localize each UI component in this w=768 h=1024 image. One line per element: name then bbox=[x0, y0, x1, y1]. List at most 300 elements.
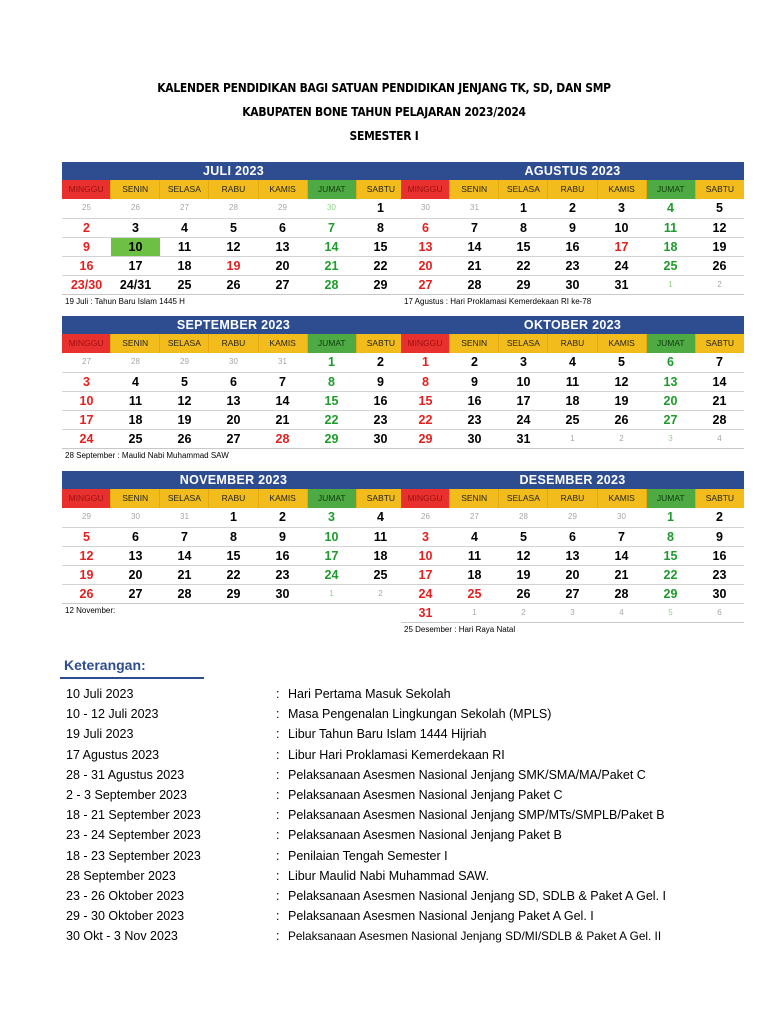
day-cell: 25 bbox=[467, 587, 482, 601]
day-cell: 21 bbox=[275, 413, 290, 427]
weekday-header-row bbox=[62, 489, 405, 508]
day-cell: 29 bbox=[568, 512, 577, 521]
weekday-jumat: JUMAT bbox=[647, 334, 696, 353]
day-cell: 25 bbox=[128, 432, 143, 446]
weekday-selasa: SELASA bbox=[499, 334, 548, 353]
day-cell: 3 bbox=[422, 530, 429, 544]
day-cell: 2 bbox=[716, 510, 723, 524]
day-cell: 7 bbox=[279, 375, 286, 389]
keterangan-separator: : bbox=[276, 828, 280, 843]
day-cell: 3 bbox=[328, 510, 335, 524]
day-cell: 16 bbox=[565, 240, 580, 254]
day-cell: 16 bbox=[373, 394, 388, 408]
day-cell: 7 bbox=[716, 355, 723, 369]
week-row bbox=[62, 584, 405, 603]
day-cell: 11 bbox=[177, 240, 192, 254]
day-cell: 21 bbox=[712, 394, 727, 408]
day-cell: 29 bbox=[82, 512, 91, 521]
week-row bbox=[62, 372, 405, 391]
month-header: OKTOBER 2023 bbox=[401, 316, 744, 334]
keterangan-separator: : bbox=[276, 747, 280, 762]
month-note: 12 November: bbox=[65, 606, 116, 615]
week-row bbox=[401, 391, 744, 410]
day-cell: 23 bbox=[712, 568, 727, 582]
day-cell: 22 bbox=[226, 568, 241, 582]
day-cell: 26 bbox=[79, 587, 94, 601]
keterangan-separator: : bbox=[276, 868, 280, 883]
day-cell: 1 bbox=[329, 589, 334, 598]
day-cell: 12 bbox=[177, 394, 192, 408]
day-cell: 31 bbox=[180, 512, 189, 521]
month-note: 28 September : Maulid Nabi Muhammad SAW bbox=[65, 451, 229, 460]
day-cell: 19 bbox=[614, 394, 629, 408]
keterangan-description: Libur Hari Proklamasi Kemerdekaan RI bbox=[288, 747, 505, 762]
day-cell: 24 bbox=[418, 587, 433, 601]
day-cell: 2 bbox=[377, 355, 384, 369]
day-cell: 5 bbox=[668, 608, 673, 617]
day-cell: 24 bbox=[79, 432, 94, 446]
day-cell: 29 bbox=[180, 357, 189, 366]
day-cell: 27 bbox=[128, 587, 143, 601]
day-cell: 7 bbox=[618, 530, 625, 544]
day-cell: 14 bbox=[177, 549, 192, 563]
keterangan-date: 10 - 12 Juli 2023 bbox=[66, 707, 159, 722]
keterangan-item bbox=[66, 866, 746, 886]
day-cell: 9 bbox=[279, 530, 286, 544]
weekday-minggu: MINGGU bbox=[401, 489, 450, 508]
keterangan-item bbox=[66, 825, 746, 845]
keterangan-item bbox=[66, 906, 746, 926]
day-cell: 8 bbox=[377, 221, 384, 235]
keterangan-description: Pelaksanaan Asesmen Nasional Jenjang Paket A Gel. I bbox=[288, 909, 594, 924]
day-cell: 28 bbox=[275, 432, 290, 446]
keterangan-list bbox=[66, 684, 746, 946]
month-desember-2023 bbox=[401, 471, 744, 637]
keterangan-underline bbox=[60, 677, 204, 679]
day-cell: 20 bbox=[663, 394, 678, 408]
keterangan-separator: : bbox=[276, 808, 280, 823]
day-cell: 9 bbox=[83, 240, 90, 254]
day-cell: 9 bbox=[569, 221, 576, 235]
day-cell: 28 bbox=[614, 587, 629, 601]
day-cell: 2 bbox=[521, 608, 526, 617]
day-cell: 14 bbox=[712, 375, 727, 389]
weekday-minggu: MINGGU bbox=[401, 334, 450, 353]
day-cell: 17 bbox=[324, 549, 339, 563]
keterangan-description: Pelaksanaan Asesmen Nasional Jenjang SD, SDLB & Paket A Gel. I bbox=[288, 888, 666, 903]
day-cell: 25 bbox=[82, 203, 91, 212]
week-row bbox=[62, 527, 405, 546]
weekday-minggu: MINGGU bbox=[62, 489, 111, 508]
week-row bbox=[62, 353, 405, 372]
keterangan-separator: : bbox=[276, 787, 280, 802]
day-cell: 8 bbox=[328, 375, 335, 389]
day-cell: 30 bbox=[275, 587, 290, 601]
weekday-jumat: JUMAT bbox=[308, 334, 357, 353]
month-days bbox=[62, 353, 405, 449]
day-cell: 27 bbox=[470, 512, 479, 521]
day-cell: 6 bbox=[717, 608, 722, 617]
day-cell: 4 bbox=[619, 608, 624, 617]
weekday-rabu: RABU bbox=[209, 334, 258, 353]
day-cell: 2 bbox=[471, 355, 478, 369]
day-cell: 1 bbox=[328, 355, 335, 369]
day-cell: 8 bbox=[422, 375, 429, 389]
weekday-rabu: RABU bbox=[548, 180, 597, 199]
day-cell: 8 bbox=[520, 221, 527, 235]
week-row bbox=[62, 218, 405, 237]
day-cell: 9 bbox=[377, 375, 384, 389]
keterangan-description: Pelaksanaan Asesmen Nasional Jenjang Paket C bbox=[288, 787, 563, 802]
day-cell: 2 bbox=[569, 201, 576, 215]
day-cell: 16 bbox=[712, 549, 727, 563]
day-cell: 2 bbox=[83, 221, 90, 235]
day-cell: 26 bbox=[516, 587, 531, 601]
weekday-selasa: SELASA bbox=[499, 180, 548, 199]
keterangan-separator: : bbox=[276, 888, 280, 903]
day-cell: 1 bbox=[570, 434, 575, 443]
keterangan-description: Pelaksanaan Asesmen Nasional Jenjang SMK/SMA/MA/Paket C bbox=[288, 767, 646, 782]
week-row bbox=[401, 410, 744, 429]
weekday-senin: SENIN bbox=[111, 489, 160, 508]
week-row bbox=[401, 584, 744, 603]
day-cell: 31 bbox=[614, 278, 629, 292]
weekday-rabu: RABU bbox=[209, 180, 258, 199]
day-cell: 20 bbox=[128, 568, 143, 582]
keterangan-date: 23 - 24 September 2023 bbox=[66, 828, 201, 843]
weekday-senin: SENIN bbox=[450, 180, 499, 199]
day-cell: 14 bbox=[275, 394, 290, 408]
weekday-sabtu: SABTU bbox=[696, 180, 744, 199]
keterangan-item bbox=[66, 704, 746, 724]
month-oktober-2023 bbox=[401, 316, 744, 463]
weekday-jumat: JUMAT bbox=[308, 489, 357, 508]
day-cell: 12 bbox=[712, 221, 727, 235]
day-cell: 22 bbox=[324, 413, 339, 427]
day-cell: 30 bbox=[373, 432, 388, 446]
keterangan-item bbox=[66, 846, 746, 866]
day-cell: 20 bbox=[275, 259, 290, 273]
day-cell: 31 bbox=[418, 606, 433, 620]
month-september-2023 bbox=[62, 316, 405, 463]
day-cell: 3 bbox=[570, 608, 575, 617]
day-cell: 26 bbox=[177, 432, 192, 446]
day-cell: 4 bbox=[717, 434, 722, 443]
day-cell: 11 bbox=[565, 375, 580, 389]
day-cell: 22 bbox=[516, 259, 531, 273]
day-cell: 18 bbox=[128, 413, 143, 427]
day-cell: 31 bbox=[470, 203, 479, 212]
day-cell: 21 bbox=[467, 259, 482, 273]
weekday-kamis: KAMIS bbox=[598, 489, 647, 508]
day-cell: 19 bbox=[712, 240, 727, 254]
day-cell: 24 bbox=[324, 568, 339, 582]
keterangan-item bbox=[66, 745, 746, 765]
keterangan-item bbox=[66, 724, 746, 744]
day-cell: 28 bbox=[131, 357, 140, 366]
month-agustus-2023 bbox=[401, 162, 744, 309]
weekday-kamis: KAMIS bbox=[598, 180, 647, 199]
weekday-header-row bbox=[401, 180, 744, 199]
day-cell: 20 bbox=[418, 259, 433, 273]
day-cell: 18 bbox=[565, 394, 580, 408]
keterangan-date: 28 - 31 Agustus 2023 bbox=[66, 767, 185, 782]
day-cell: 4 bbox=[181, 221, 188, 235]
day-cell: 23 bbox=[467, 413, 482, 427]
day-cell: 14 bbox=[324, 240, 339, 254]
keterangan-separator: : bbox=[276, 929, 280, 944]
day-cell: 5 bbox=[716, 201, 723, 215]
week-row bbox=[401, 237, 744, 256]
weekday-kamis: KAMIS bbox=[598, 334, 647, 353]
day-cell: 5 bbox=[83, 530, 90, 544]
keterangan-date: 2 - 3 September 2023 bbox=[66, 787, 187, 802]
day-cell: 17 bbox=[128, 259, 143, 273]
day-cell: 4 bbox=[132, 375, 139, 389]
day-cell: 15 bbox=[516, 240, 531, 254]
keterangan-date: 28 September 2023 bbox=[66, 868, 176, 883]
day-cell: 13 bbox=[275, 240, 290, 254]
week-row bbox=[62, 256, 405, 275]
weekday-rabu: RABU bbox=[548, 334, 597, 353]
day-cell: 17 bbox=[614, 240, 629, 254]
day-cell: 22 bbox=[418, 413, 433, 427]
day-cell: 21 bbox=[177, 568, 192, 582]
day-cell: 14 bbox=[614, 549, 629, 563]
month-header: JULI 2023 bbox=[62, 162, 405, 180]
keterangan-date: 18 - 23 September 2023 bbox=[66, 848, 201, 863]
keterangan-description: Libur Tahun Baru Islam 1444 Hijriah bbox=[288, 727, 487, 742]
day-cell: 2 bbox=[378, 589, 383, 598]
month-juli-2023 bbox=[62, 162, 405, 309]
day-cell: 18 bbox=[467, 568, 482, 582]
week-row bbox=[62, 199, 405, 218]
day-cell: 13 bbox=[226, 394, 241, 408]
day-cell: 10 bbox=[79, 394, 94, 408]
weekday-sabtu: SABTU bbox=[357, 489, 405, 508]
keterangan-description: Pelaksanaan Asesmen Nasional Jenjang Paket B bbox=[288, 828, 562, 843]
day-cell: 29 bbox=[418, 432, 433, 446]
week-row bbox=[62, 508, 405, 527]
day-cell: 1 bbox=[422, 355, 429, 369]
day-cell: 1 bbox=[668, 280, 673, 289]
day-cell: 3 bbox=[618, 201, 625, 215]
day-cell: 29 bbox=[278, 203, 287, 212]
day-cell: 5 bbox=[520, 530, 527, 544]
day-cell: 12 bbox=[614, 375, 629, 389]
day-cell: 27 bbox=[226, 432, 241, 446]
keterangan-separator: : bbox=[276, 707, 280, 722]
day-cell: 28 bbox=[712, 413, 727, 427]
day-cell: 6 bbox=[230, 375, 237, 389]
week-row bbox=[62, 565, 405, 584]
week-row bbox=[62, 275, 405, 294]
day-cell: 2 bbox=[717, 280, 722, 289]
day-cell: 25 bbox=[663, 259, 678, 273]
month-note: 19 Juli : Tahun Baru Islam 1445 H bbox=[65, 297, 185, 306]
day-cell: 30 bbox=[617, 512, 626, 521]
keterangan-separator: : bbox=[276, 848, 280, 863]
weekday-jumat: JUMAT bbox=[647, 489, 696, 508]
weekday-minggu: MINGGU bbox=[62, 180, 111, 199]
day-cell: 26 bbox=[131, 203, 140, 212]
keterangan-separator: : bbox=[276, 909, 280, 924]
keterangan-separator: : bbox=[276, 687, 280, 701]
weekday-kamis: KAMIS bbox=[259, 334, 308, 353]
keterangan-description: Pelaksanaan Asesmen Nasional Jenjang SMP/MTs/SMPLB/Paket B bbox=[288, 808, 665, 823]
day-cell: 29 bbox=[663, 587, 678, 601]
weekday-rabu: RABU bbox=[209, 489, 258, 508]
keterangan-description: Pelaksanaan Asesmen Nasional Jenjang SD/MI/SDLB & Paket A Gel. II bbox=[288, 929, 662, 944]
title-line-1: KALENDER PENDIDIKAN BAGI SATUAN PENDIDIKAN JENJANG TK, SD, DAN SMP bbox=[157, 80, 611, 95]
day-cell: 15 bbox=[226, 549, 241, 563]
day-cell: 12 bbox=[79, 549, 94, 563]
day-cell: 6 bbox=[422, 221, 429, 235]
weekday-sabtu: SABTU bbox=[696, 489, 744, 508]
keterangan-item bbox=[66, 886, 746, 906]
day-cell: 19 bbox=[177, 413, 192, 427]
day-cell: 10 bbox=[111, 238, 160, 256]
weekday-selasa: SELASA bbox=[160, 334, 209, 353]
keterangan-description: Hari Pertama Masuk Sekolah bbox=[288, 687, 451, 701]
day-cell: 23 bbox=[373, 413, 388, 427]
day-cell: 5 bbox=[618, 355, 625, 369]
day-cell: 24 bbox=[516, 413, 531, 427]
keterangan-item bbox=[66, 684, 746, 704]
day-cell: 19 bbox=[516, 568, 531, 582]
day-cell: 7 bbox=[181, 530, 188, 544]
day-cell: 14 bbox=[467, 240, 482, 254]
day-cell: 1 bbox=[520, 201, 527, 215]
day-cell: 18 bbox=[177, 259, 192, 273]
day-cell: 10 bbox=[516, 375, 531, 389]
keterangan-date: 10 Juli 2023 bbox=[66, 687, 134, 701]
day-cell: 12 bbox=[226, 240, 241, 254]
day-cell: 6 bbox=[667, 355, 674, 369]
weekday-sabtu: SABTU bbox=[357, 334, 405, 353]
weekday-header-row bbox=[62, 334, 405, 353]
month-note: 17 Agustus : Hari Proklamasi Kemerdekaan RI ke-78 bbox=[404, 297, 592, 306]
day-cell: 18 bbox=[663, 240, 678, 254]
day-cell: 6 bbox=[132, 530, 139, 544]
title-line-2: KABUPATEN BONE TAHUN PELAJARAN 2023/2024 bbox=[242, 104, 526, 119]
day-cell: 19 bbox=[79, 568, 94, 582]
weekday-header-row bbox=[401, 489, 744, 508]
day-cell: 9 bbox=[716, 530, 723, 544]
week-row bbox=[401, 353, 744, 372]
week-row bbox=[62, 410, 405, 429]
day-cell: 19 bbox=[226, 259, 241, 273]
keterangan-item bbox=[66, 926, 746, 946]
keterangan-date: 19 Juli 2023 bbox=[66, 727, 134, 742]
weekday-header-row bbox=[401, 334, 744, 353]
week-row bbox=[401, 429, 744, 448]
day-cell: 10 bbox=[324, 530, 339, 544]
keterangan-date: 18 - 21 September 2023 bbox=[66, 808, 201, 823]
day-cell: 1 bbox=[667, 510, 674, 524]
day-cell: 11 bbox=[373, 530, 388, 544]
day-cell: 30 bbox=[565, 278, 580, 292]
month-days bbox=[401, 199, 744, 295]
day-cell: 17 bbox=[516, 394, 531, 408]
day-cell: 7 bbox=[328, 221, 335, 235]
day-cell: 3 bbox=[83, 375, 90, 389]
weekday-header-row bbox=[62, 180, 405, 199]
day-cell: 11 bbox=[128, 394, 143, 408]
day-cell: 28 bbox=[177, 587, 192, 601]
day-cell: 11 bbox=[663, 221, 678, 235]
day-cell: 31 bbox=[278, 357, 287, 366]
day-cell: 3 bbox=[132, 221, 139, 235]
day-cell: 5 bbox=[181, 375, 188, 389]
day-cell: 3 bbox=[520, 355, 527, 369]
day-cell: 24 bbox=[614, 259, 629, 273]
weekday-selasa: SELASA bbox=[499, 489, 548, 508]
day-cell: 13 bbox=[565, 549, 580, 563]
day-cell: 29 bbox=[373, 278, 388, 292]
day-cell: 16 bbox=[79, 259, 94, 273]
day-cell: 5 bbox=[230, 221, 237, 235]
day-cell: 28 bbox=[467, 278, 482, 292]
day-cell: 2 bbox=[619, 434, 624, 443]
day-cell: 16 bbox=[275, 549, 290, 563]
weekday-selasa: SELASA bbox=[160, 489, 209, 508]
day-cell: 27 bbox=[418, 278, 433, 292]
day-cell: 20 bbox=[226, 413, 241, 427]
month-header: NOVEMBER 2023 bbox=[62, 471, 405, 489]
weekday-jumat: JUMAT bbox=[308, 180, 357, 199]
keterangan-heading: Keterangan: bbox=[64, 657, 146, 673]
day-cell: 25 bbox=[177, 278, 192, 292]
weekday-sabtu: SABTU bbox=[696, 334, 744, 353]
calendar-title bbox=[0, 76, 768, 148]
day-cell: 22 bbox=[373, 259, 388, 273]
day-cell: 13 bbox=[663, 375, 678, 389]
weekday-selasa: SELASA bbox=[160, 180, 209, 199]
day-cell: 15 bbox=[373, 240, 388, 254]
day-cell: 15 bbox=[324, 394, 339, 408]
keterangan-separator: : bbox=[276, 767, 280, 782]
day-cell: 25 bbox=[373, 568, 388, 582]
day-cell: 22 bbox=[663, 568, 678, 582]
day-cell: 8 bbox=[667, 530, 674, 544]
weekday-senin: SENIN bbox=[450, 489, 499, 508]
day-cell: 6 bbox=[279, 221, 286, 235]
day-cell: 27 bbox=[663, 413, 678, 427]
day-cell: 29 bbox=[226, 587, 241, 601]
day-cell: 3 bbox=[668, 434, 673, 443]
day-cell: 2 bbox=[279, 510, 286, 524]
day-cell: 12 bbox=[516, 549, 531, 563]
week-row bbox=[401, 565, 744, 584]
weekday-sabtu: SABTU bbox=[357, 180, 405, 199]
day-cell: 21 bbox=[614, 568, 629, 582]
month-header: DESEMBER 2023 bbox=[401, 471, 744, 489]
day-cell: 30 bbox=[467, 432, 482, 446]
day-cell: 8 bbox=[230, 530, 237, 544]
keterangan-date: 23 - 26 Oktober 2023 bbox=[66, 888, 185, 903]
day-cell: 26 bbox=[712, 259, 727, 273]
day-cell: 4 bbox=[377, 510, 384, 524]
day-cell: 23 bbox=[565, 259, 580, 273]
day-cell: 30 bbox=[712, 587, 727, 601]
day-cell: 21 bbox=[324, 259, 339, 273]
week-row bbox=[401, 275, 744, 294]
weekday-senin: SENIN bbox=[111, 180, 160, 199]
month-note bbox=[401, 449, 744, 463]
keterangan-item bbox=[66, 785, 746, 805]
keterangan-date: 30 Okt - 3 Nov 2023 bbox=[66, 929, 178, 944]
